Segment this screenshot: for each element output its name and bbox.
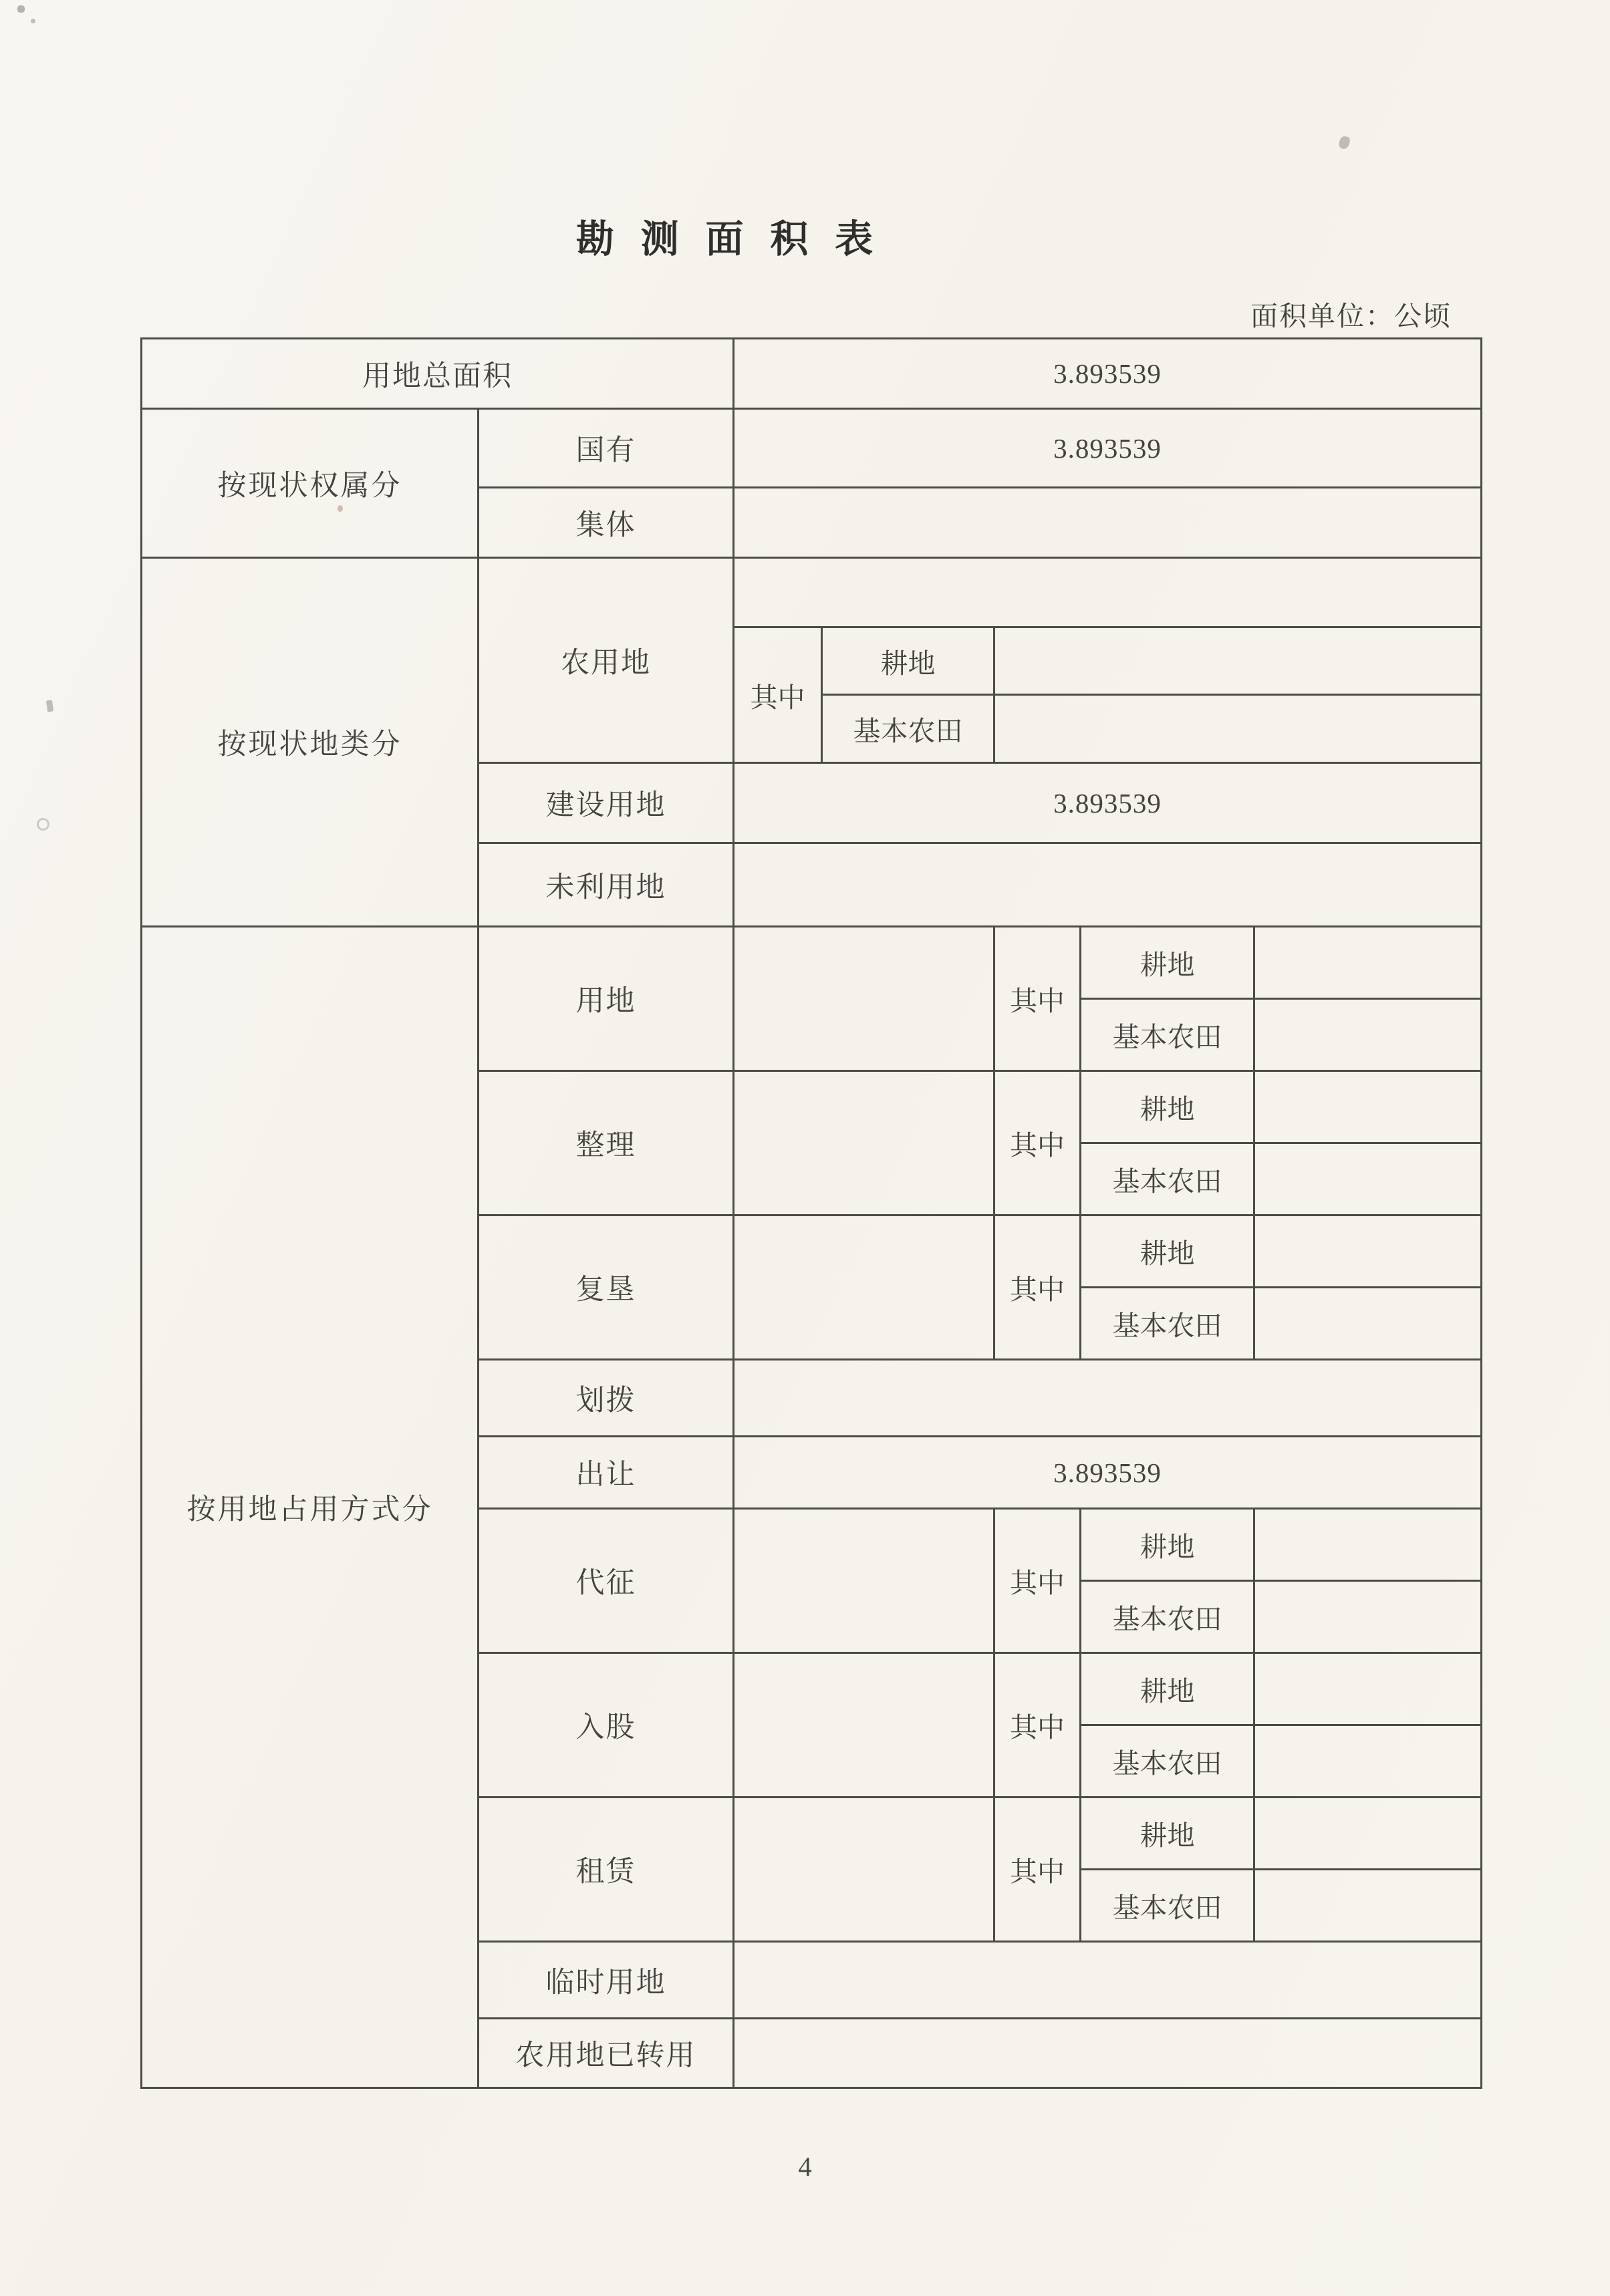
subtype-basic-farmland: 基本农田 bbox=[1081, 1143, 1254, 1215]
row-label-daizheng: 代征 bbox=[479, 1509, 734, 1653]
value-fuken bbox=[734, 1215, 994, 1360]
value-collective bbox=[734, 488, 1482, 558]
category-usage: 按用地占用方式分 bbox=[142, 927, 479, 2088]
category-landtype: 按现状地类分 bbox=[142, 558, 479, 927]
qizhong-cell: 其中 bbox=[994, 1215, 1081, 1360]
value-total: 3.893539 bbox=[734, 339, 1482, 409]
subtype-cultivated: 耕地 bbox=[1081, 1071, 1254, 1143]
subtype-basic-farmland: 基本农田 bbox=[822, 695, 994, 763]
scan-speck bbox=[46, 700, 53, 712]
page-number: 4 bbox=[798, 2151, 812, 2182]
value-cell bbox=[1254, 1653, 1482, 1725]
value-cell bbox=[1254, 1215, 1482, 1288]
row-label-temporary: 临时用地 bbox=[479, 1942, 734, 2019]
value-cell bbox=[1254, 927, 1482, 999]
row-label-churang: 出让 bbox=[479, 1437, 734, 1509]
value-yongdi bbox=[734, 927, 994, 1071]
subtype-cultivated: 耕地 bbox=[822, 627, 994, 695]
value-unused bbox=[734, 843, 1482, 927]
subtype-cultivated: 耕地 bbox=[1081, 1509, 1254, 1581]
row-label-agricultural: 农用地 bbox=[479, 558, 734, 763]
survey-area-table bbox=[140, 337, 1482, 2089]
value-temporary bbox=[734, 1942, 1482, 2019]
value-cell bbox=[1254, 1581, 1482, 1653]
value-zulin bbox=[734, 1798, 994, 1942]
subtype-basic-farmland: 基本农田 bbox=[1081, 1870, 1254, 1942]
value-cell bbox=[1254, 1725, 1482, 1798]
row-label-huabo: 划拨 bbox=[479, 1360, 734, 1437]
qizhong-cell: 其中 bbox=[994, 1653, 1081, 1798]
qizhong-cell: 其中 bbox=[994, 1509, 1081, 1653]
subtype-cultivated: 耕地 bbox=[1081, 1653, 1254, 1725]
subtype-basic-farmland: 基本农田 bbox=[1081, 1725, 1254, 1798]
value-state-owned: 3.893539 bbox=[734, 409, 1482, 488]
scan-speck bbox=[17, 5, 25, 13]
value-cell bbox=[1254, 1870, 1482, 1942]
row-label-collective: 集体 bbox=[479, 488, 734, 558]
unit-note: 面积单位：公顷 bbox=[1250, 301, 1452, 331]
qizhong-cell: 其中 bbox=[994, 1798, 1081, 1942]
subtype-basic-farmland: 基本农田 bbox=[1081, 999, 1254, 1071]
value-cell bbox=[1254, 1288, 1482, 1360]
row-label-zhengli: 整理 bbox=[479, 1071, 734, 1215]
value-cell bbox=[1254, 1071, 1482, 1143]
value-rugu bbox=[734, 1653, 994, 1798]
row-label-zulin: 租赁 bbox=[479, 1798, 734, 1942]
qizhong-cell: 其中 bbox=[994, 1071, 1081, 1215]
subtype-basic-farmland: 基本农田 bbox=[1081, 1288, 1254, 1360]
row-label-converted: 农用地已转用 bbox=[479, 2019, 734, 2088]
value-churang: 3.893539 bbox=[734, 1437, 1482, 1509]
row-label-construction: 建设用地 bbox=[479, 763, 734, 843]
row-label-rugu: 入股 bbox=[479, 1653, 734, 1798]
scan-speck bbox=[1338, 135, 1351, 150]
row-label-state-owned: 国有 bbox=[479, 409, 734, 488]
value-daizheng bbox=[734, 1509, 994, 1653]
value-huabo bbox=[734, 1360, 1482, 1437]
table-row bbox=[142, 558, 1482, 627]
value-construction: 3.893539 bbox=[734, 763, 1482, 843]
row-label-total: 用地总面积 bbox=[142, 339, 734, 409]
value-agricultural bbox=[734, 558, 1482, 627]
qizhong-cell: 其中 bbox=[734, 627, 822, 763]
subtype-basic-farmland: 基本农田 bbox=[1081, 1581, 1254, 1653]
category-ownership: 按现状权属分 bbox=[142, 409, 479, 558]
subtype-cultivated: 耕地 bbox=[1081, 927, 1254, 999]
scan-speck bbox=[31, 19, 35, 23]
row-label-unused: 未利用地 bbox=[479, 843, 734, 927]
subtype-cultivated: 耕地 bbox=[1081, 1215, 1254, 1288]
value-basic-farmland bbox=[994, 695, 1482, 763]
page-title: 勘 测 面 积 表 bbox=[575, 218, 882, 261]
value-cell bbox=[1254, 1509, 1482, 1581]
value-cell bbox=[1254, 999, 1482, 1071]
value-zhengli bbox=[734, 1071, 994, 1215]
row-label-fuken: 复垦 bbox=[479, 1215, 734, 1360]
value-cell bbox=[1254, 1143, 1482, 1215]
value-converted bbox=[734, 2019, 1482, 2088]
row-label-yongdi: 用地 bbox=[479, 927, 734, 1071]
qizhong-cell: 其中 bbox=[994, 927, 1081, 1071]
value-cultivated bbox=[994, 627, 1482, 695]
table-row bbox=[142, 339, 1482, 409]
table-row bbox=[142, 409, 1482, 488]
table-row bbox=[142, 927, 1482, 999]
subtype-cultivated: 耕地 bbox=[1081, 1798, 1254, 1870]
value-cell bbox=[1254, 1798, 1482, 1870]
scan-speck bbox=[37, 818, 49, 831]
